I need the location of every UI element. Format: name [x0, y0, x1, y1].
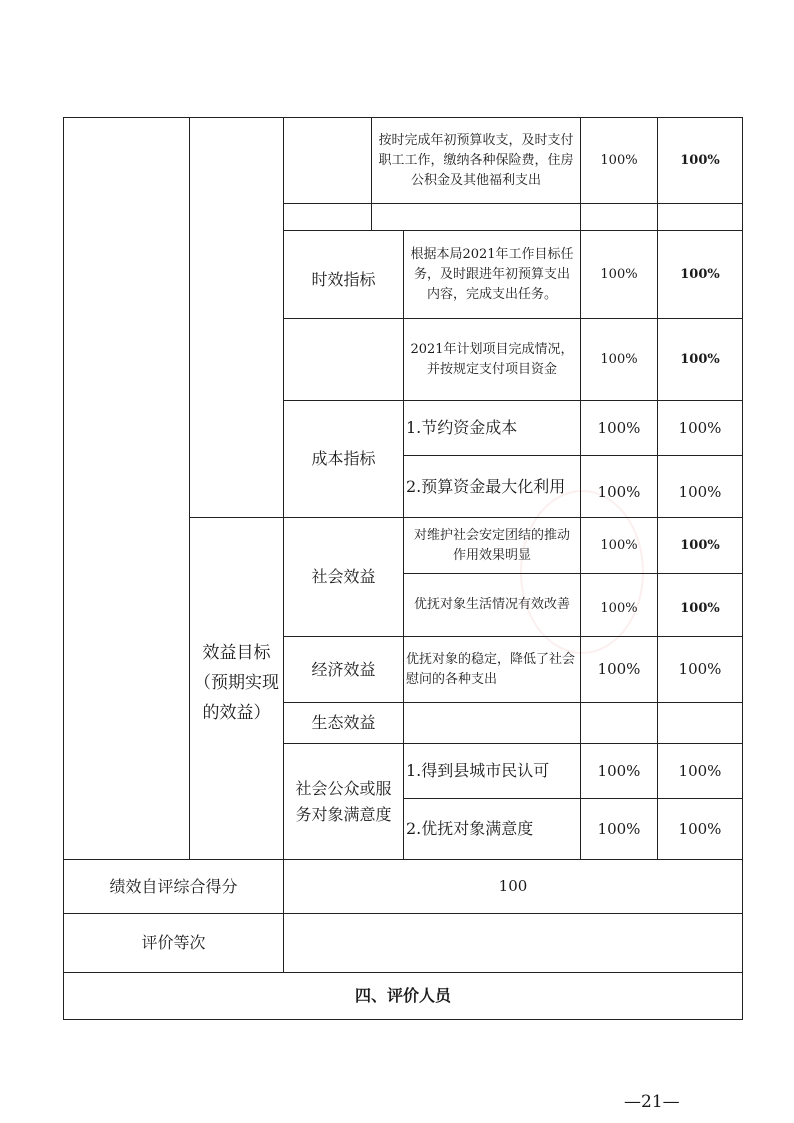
- indicator-text-project: 2021年计划项目完成情况，并按规定支付项目资金: [410, 341, 574, 377]
- final-score: 100%: [678, 660, 722, 679]
- self-score: 100%: [600, 601, 638, 617]
- social-benefit-label: 社会效益: [311, 567, 376, 586]
- overall-score-value: 100: [498, 877, 528, 896]
- self-score: 100%: [600, 537, 638, 553]
- final-score: 100%: [680, 351, 720, 367]
- indicator-text-reduce-cost: 优抚对象的稳定，降低了社会慰问的各种支出: [406, 651, 576, 687]
- final-score: 100%: [678, 761, 722, 780]
- self-score: 100%: [600, 351, 638, 367]
- benefit-target-label: 效益目标（预期实现的效益）: [194, 643, 279, 723]
- satisfaction-label: 社会公众或服务对象满意度: [295, 778, 392, 824]
- final-score: 100%: [678, 819, 722, 838]
- indicator-text-recipient-satisfaction: 2.优抚对象满意度: [406, 819, 534, 838]
- indicator-text-save-cost: 1.节约资金成本: [406, 418, 518, 437]
- final-score: 100%: [680, 152, 720, 168]
- self-score: 100%: [597, 660, 641, 679]
- self-score: 100%: [597, 418, 641, 437]
- final-score: 100%: [678, 483, 722, 502]
- economic-benefit-label: 经济效益: [311, 659, 376, 679]
- self-score: 100%: [600, 266, 638, 282]
- final-score: 100%: [680, 601, 720, 617]
- timeliness-indicator-label: 时效指标: [311, 270, 376, 289]
- grade-label: 评价等次: [141, 933, 206, 952]
- indicator-text-social-stability: 对维护社会安定团结的推动作用效果明显: [413, 527, 570, 563]
- indicator-text-budget: 按时完成年初预算收支，及时支付职工工作，缴纳各种保险费，住房公积金及其他福利支出: [378, 132, 574, 188]
- cost-indicator-label: 成本指标: [311, 449, 376, 468]
- indicator-text-maximize: 2.预算资金最大化利用: [406, 476, 566, 496]
- overall-score-label: 绩效自评综合得分: [109, 876, 238, 896]
- self-score: 100%: [597, 483, 641, 502]
- self-score: 100%: [597, 819, 641, 838]
- page-number: —21—: [624, 1092, 680, 1112]
- final-score: 100%: [680, 537, 720, 553]
- indicator-text-task: 根据本局2021年工作目标任务，及时跟进年初预算支出内容，完成支出任务。: [410, 246, 574, 302]
- ecological-benefit-label: 生态效益: [311, 713, 376, 732]
- self-score: 100%: [600, 152, 638, 168]
- indicator-text-living-improved: 优抚对象生活情况有效改善: [413, 597, 570, 612]
- self-score: 100%: [597, 761, 641, 780]
- final-score: 100%: [678, 418, 722, 437]
- final-score: 100%: [680, 266, 720, 282]
- indicator-text-citizen-approval: 1.得到县城市民认可: [406, 761, 550, 780]
- section-title-evaluators: 四、评价人员: [354, 986, 451, 1005]
